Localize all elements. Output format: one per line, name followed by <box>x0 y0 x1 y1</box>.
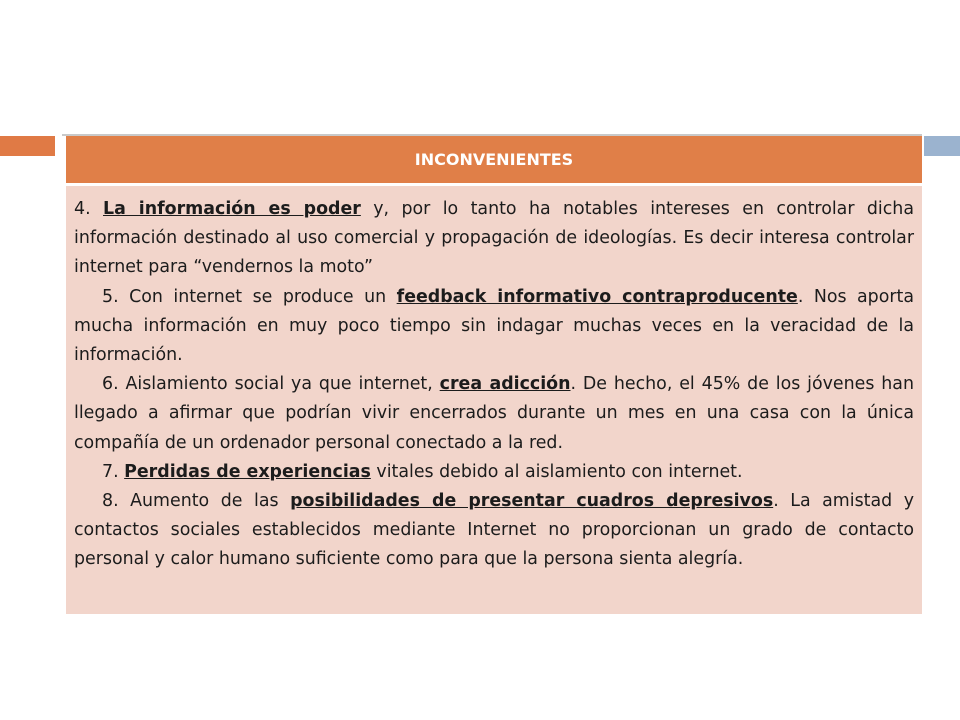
item-prefix: 7. <box>102 461 125 482</box>
list-item <box>74 195 914 283</box>
item-suffix: . La amistad y contactos sociales establecidos mediante Internet no proporcionan un grado de contacto personal y calor humano suficiente como para que la persona sienta alegría. <box>74 491 914 570</box>
item-emphasis: feedback informativo contraproducente <box>396 286 798 307</box>
item-suffix: vitales debido al aislamiento con internet. <box>370 461 743 482</box>
item-emphasis: posibilidades de presentar cuadros depresivos <box>290 491 774 512</box>
table-body <box>66 186 922 614</box>
accent-bar-right <box>924 136 960 156</box>
item-emphasis: La información es poder <box>103 199 361 219</box>
inconvenientes-table <box>66 136 922 614</box>
item-emphasis: Perdidas de experiencias <box>124 461 371 482</box>
list-item <box>74 458 914 487</box>
item-prefix: 5. Con internet se produce un <box>102 286 397 307</box>
table-header: INCONVENIENTES <box>66 136 922 186</box>
item-prefix: 6. Aislamiento social ya que internet, <box>102 374 440 395</box>
item-suffix: . De hecho, el 45% de los jóvenes han llegado a afirmar que podrían vivir encerrados durante un mes en una casa con la única compañía de un ordenador personal conectado a la red. <box>74 374 914 453</box>
item-emphasis: crea adicción <box>439 374 571 395</box>
list-item <box>74 283 914 371</box>
accent-bar-left <box>0 136 55 156</box>
item-suffix: y, por lo tanto ha notables intereses en controlar dicha información destinado al uso comercial y propagación de ideologías. Es decir interesa controlar internet para “vendernos la moto” <box>74 199 914 278</box>
item-prefix: 4. <box>74 199 103 219</box>
list-item <box>74 370 914 458</box>
list-item <box>74 487 914 575</box>
item-suffix: . Nos aporta mucha información en muy poco tiempo sin indagar muchas veces en la veracidad de la información. <box>74 286 914 366</box>
item-prefix: 8. Aumento de las <box>102 491 291 512</box>
